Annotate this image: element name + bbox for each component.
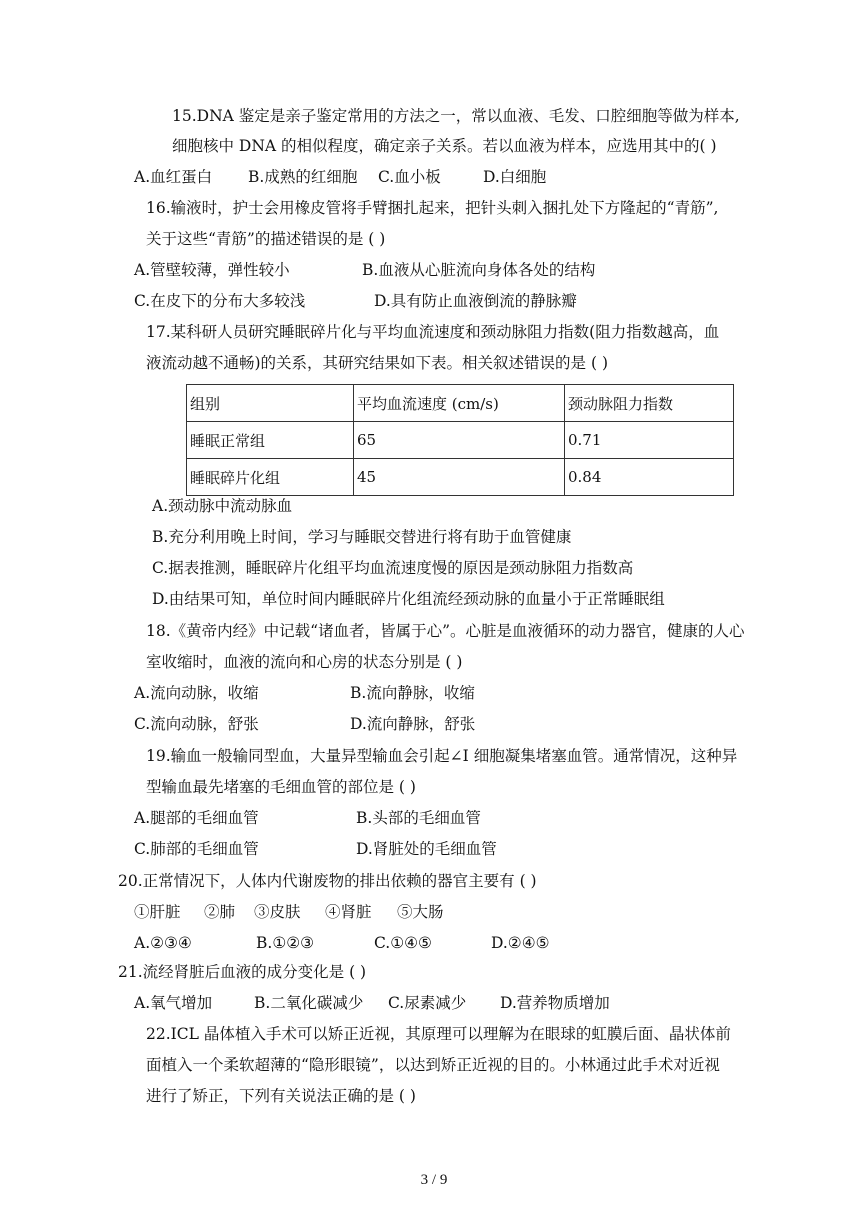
table-header-cell: 组别: [187, 385, 354, 422]
q17-option-d: D.由结果可知，单位时间内睡眠碎片化组流经颈动脉的血量小于正常睡眠组: [152, 590, 665, 608]
option-b: B.流向静脉，收缩: [350, 684, 475, 702]
q17-option-b: B.充分利用晚上时间，学习与睡眠交替进行将有助于血管健康: [152, 528, 572, 546]
option-c: C.肺部的毛细血管: [134, 840, 259, 858]
option-b: B.二氧化碳减少: [254, 994, 364, 1012]
option-a: A.流向动脉，收缩: [134, 684, 259, 702]
item-2: ②肺: [204, 903, 236, 921]
q18-stem-line2: 室收缩时，血液的流向和心房的状态分别是 ( ): [146, 653, 463, 671]
option-d: D.②④⑤: [491, 934, 550, 952]
q22-stem-line3: 进行了矫正，下列有关说法正确的是 ( ): [146, 1087, 416, 1105]
q15-stem-line1: 15.DNA 鉴定是亲子鉴定常用的方法之一，常以血液、毛发、口腔细胞等做为样本,: [172, 107, 740, 125]
option-a: A.腿部的毛细血管: [134, 809, 259, 827]
q18-stem-line1: 18.《黄帝内经》中记载“诸血者，皆属于心”。心脏是血液循环的动力器官，健康的人心: [146, 622, 745, 640]
option-b: B.成熟的红细胞: [248, 168, 358, 186]
table-cell: 睡眠正常组: [187, 422, 354, 459]
item-4: ④肾脏: [325, 903, 372, 921]
option-d: D.流向静脉，舒张: [350, 715, 476, 733]
option-d: D.白细胞: [483, 168, 547, 186]
q17-stem-line1: 17.某科研人员研究睡眠碎片化与平均血流速度和颈动脉阻力指数(阻力指数越高，血: [146, 323, 720, 341]
option-c: C.流向动脉，舒张: [134, 715, 259, 733]
table-row: [187, 422, 734, 459]
option-a: A.氧气增加: [134, 994, 213, 1012]
q21-stem: 21.流经肾脏后血液的成分变化是 ( ): [118, 963, 367, 981]
option-a: A.血红蛋白: [134, 168, 213, 186]
option-c: C.在皮下的分布大多较浅: [134, 292, 306, 310]
q16-stem-line1: 16.输液时，护士会用橡皮管将手臂捆扎起来，把针头刺入捆扎处下方隆起的“青筋”,: [146, 199, 719, 217]
option-b: B.头部的毛细血管: [356, 809, 481, 827]
page-number: 3 / 9: [420, 1172, 448, 1188]
table-cell: 0.71: [565, 422, 734, 459]
item-5: ⑤大肠: [397, 903, 444, 921]
table-header-cell: 颈动脉阻力指数: [565, 385, 734, 422]
item-3: ③皮肤: [254, 903, 301, 921]
table-header-row: [187, 385, 734, 422]
table-cell: 45: [354, 459, 565, 496]
q16-stem-line2: 关于这些“青筋”的描述错误的是 ( ): [146, 230, 386, 248]
option-c: C.①④⑤: [374, 934, 432, 952]
q22-stem-line1: 22.ICL 晶体植入手术可以矫正近视，其原理可以理解为在眼球的虹膜后面、晶状体前: [146, 1025, 731, 1043]
table-row: [187, 459, 734, 496]
item-1: ①肝脏: [134, 903, 181, 921]
q17-stem-line2: 液流动越不通畅)的关系，其研究结果如下表。相关叙述错误的是 ( ): [146, 354, 608, 372]
option-b: B.血液从心脏流向身体各处的结构: [362, 261, 596, 279]
q19-stem-line1: 19.输血一般输同型血，大量异型输血会引起∠I 细胞凝集堵塞血管。通常情况，这种异: [146, 747, 738, 765]
q19-stem-line2: 型输血最先堵塞的毛细血管的部位是 ( ): [146, 778, 416, 796]
table-cell: 0.84: [565, 459, 734, 496]
option-d: D.肾脏处的毛细血管: [356, 840, 497, 858]
table-cell: 65: [354, 422, 565, 459]
q20-stem: 20.正常情况下，人体内代谢废物的排出依赖的器官主要有 ( ): [118, 872, 537, 890]
option-c: C.尿素减少: [388, 994, 467, 1012]
option-c: C.血小板: [378, 168, 441, 186]
q17-option-a: A.颈动脉中流动脉血: [152, 497, 293, 515]
option-d: D.营养物质增加: [500, 994, 610, 1012]
table-cell: 睡眠碎片化组: [187, 459, 354, 496]
q15-stem-line2: 细胞核中 DNA 的相似程度，确定亲子关系。若以血液为样本，应选用其中的( ): [172, 137, 717, 155]
q22-stem-line2: 面植入一个柔软超薄的“隐形眼镜”，以达到矫正近视的目的。小林通过此手术对近视: [146, 1056, 720, 1074]
table-header-cell: 平均血流速度 (cm/s): [354, 385, 565, 422]
option-a: A.②③④: [134, 934, 192, 952]
option-a: A.管壁较薄，弹性较小: [134, 261, 290, 279]
results-table: [186, 384, 734, 496]
option-d: D.具有防止血液倒流的静脉瓣: [374, 292, 577, 310]
q17-option-c: C.据表推测，睡眠碎片化组平均血流速度慢的原因是颈动脉阻力指数高: [152, 559, 634, 577]
option-b: B.①②③: [256, 934, 315, 952]
